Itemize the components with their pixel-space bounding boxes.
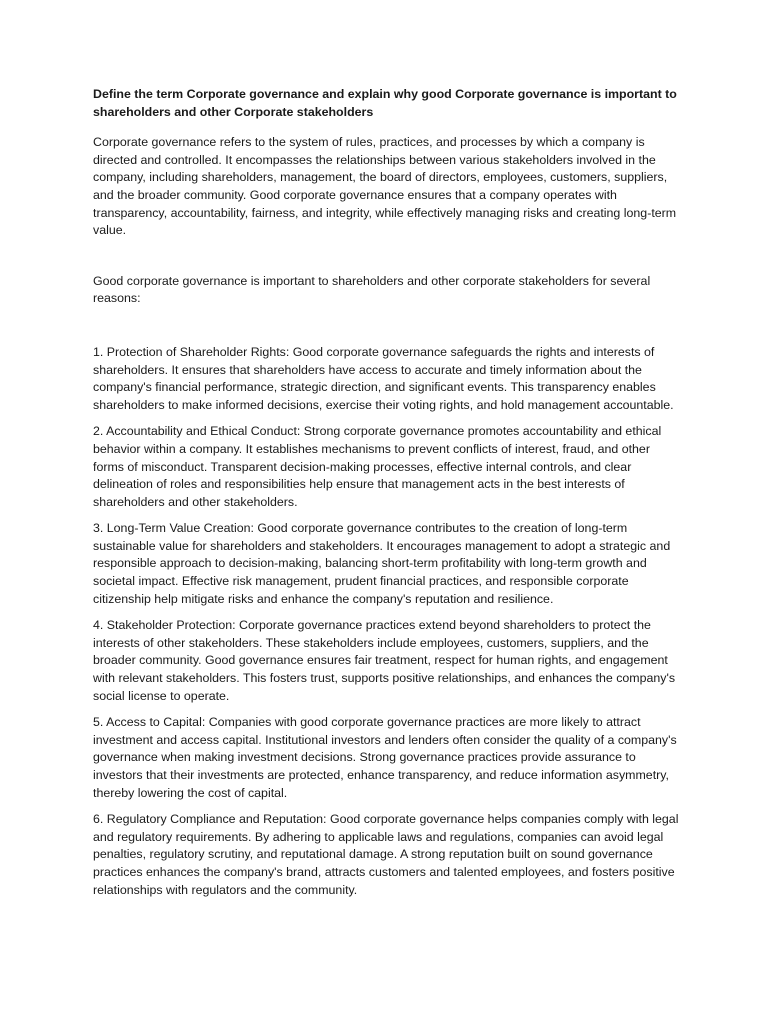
point-paragraph-1: 1. Protection of Shareholder Rights: Good corporate governance safeguards the rights and interests of shareholders. It ensures that shareholders have access to accurate and timely information about the company's financial performance, strategic direction, and significant events. This transparency enables shareholders to make informed decisions, exercise their voting rights, and hold management accountable. — [93, 344, 674, 412]
point-paragraph-6: 6. Regulatory Compliance and Reputation: Good corporate governance helps companies comply with legal and regulatory requirements. By adhering to applicable laws and regulations, companies can avoid legal penalties, regulatory scrutiny, and reputational damage. A strong reputation built on sound governance practices enhances the company's brand, attracts customers and talented employees, and fosters positive relationships with regulators and the community. — [93, 812, 679, 897]
point-paragraph-5: 5. Access to Capital: Companies with good corporate governance practices are more likely to attract investment and access capital. Institutional investors and lenders often consider the quality of a company's governance when making investment decisions. Strong governance practices provide assurance to investors that their investments are protected, enhance transparency, and reduce information asymmetry, thereby lowering the cost of capital. — [93, 715, 677, 800]
point-paragraph-2: 2. Accountability and Ethical Conduct: Strong corporate governance promotes accountability and ethical behavior within a company. It establishes mechanisms to prevent conflicts of interest, fraud, and other forms of misconduct. Transparent decision-making processes, effective internal controls, and clear delineation of roles and responsibilities help ensure that management acts in the best interests of shareholders and other stakeholders. — [93, 424, 662, 509]
point-paragraph-3: 3. Long-Term Value Creation: Good corporate governance contributes to the creation of long-term sustainable value for shareholders and stakeholders. It encourages management to adopt a strategic and responsible approach to decision-making, balancing short-term profitability with long-term growth and societal impact. Effective risk management, prudent financial practices, and responsible corporate citizenship help mitigate risks and enhance the company's reputation and resilience. — [93, 521, 671, 606]
lead-paragraph: Good corporate governance is important to shareholders and other corporate stakeholders for several reasons: — [93, 273, 651, 306]
document-body — [93, 86, 683, 908]
document-title: Define the term Corporate governance and explain why good Corporate governance is important to shareholders and other Corporate stakeholders — [93, 87, 677, 119]
intro-paragraph: Corporate governance refers to the system of rules, practices, and processes by which a company is directed and controlled. It encompasses the relationships between various stakeholders involved in the company, including shareholders, management, the board of directors, employees, customers, suppliers, and the broader community. Good corporate governance ensures that a company operates with transparency, accountability, fairness, and integrity, while effectively managing risks and creating long-term value. — [93, 135, 677, 238]
point-paragraph-4: 4. Stakeholder Protection: Corporate governance practices extend beyond shareholders to protect the interests of other stakeholders. These stakeholders include employees, customers, suppliers, and the broader community. Good governance ensures fair treatment, respect for human rights, and engagement with relevant stakeholders. This fosters trust, supports positive relationships, and enhances the company's social license to operate. — [93, 618, 676, 703]
